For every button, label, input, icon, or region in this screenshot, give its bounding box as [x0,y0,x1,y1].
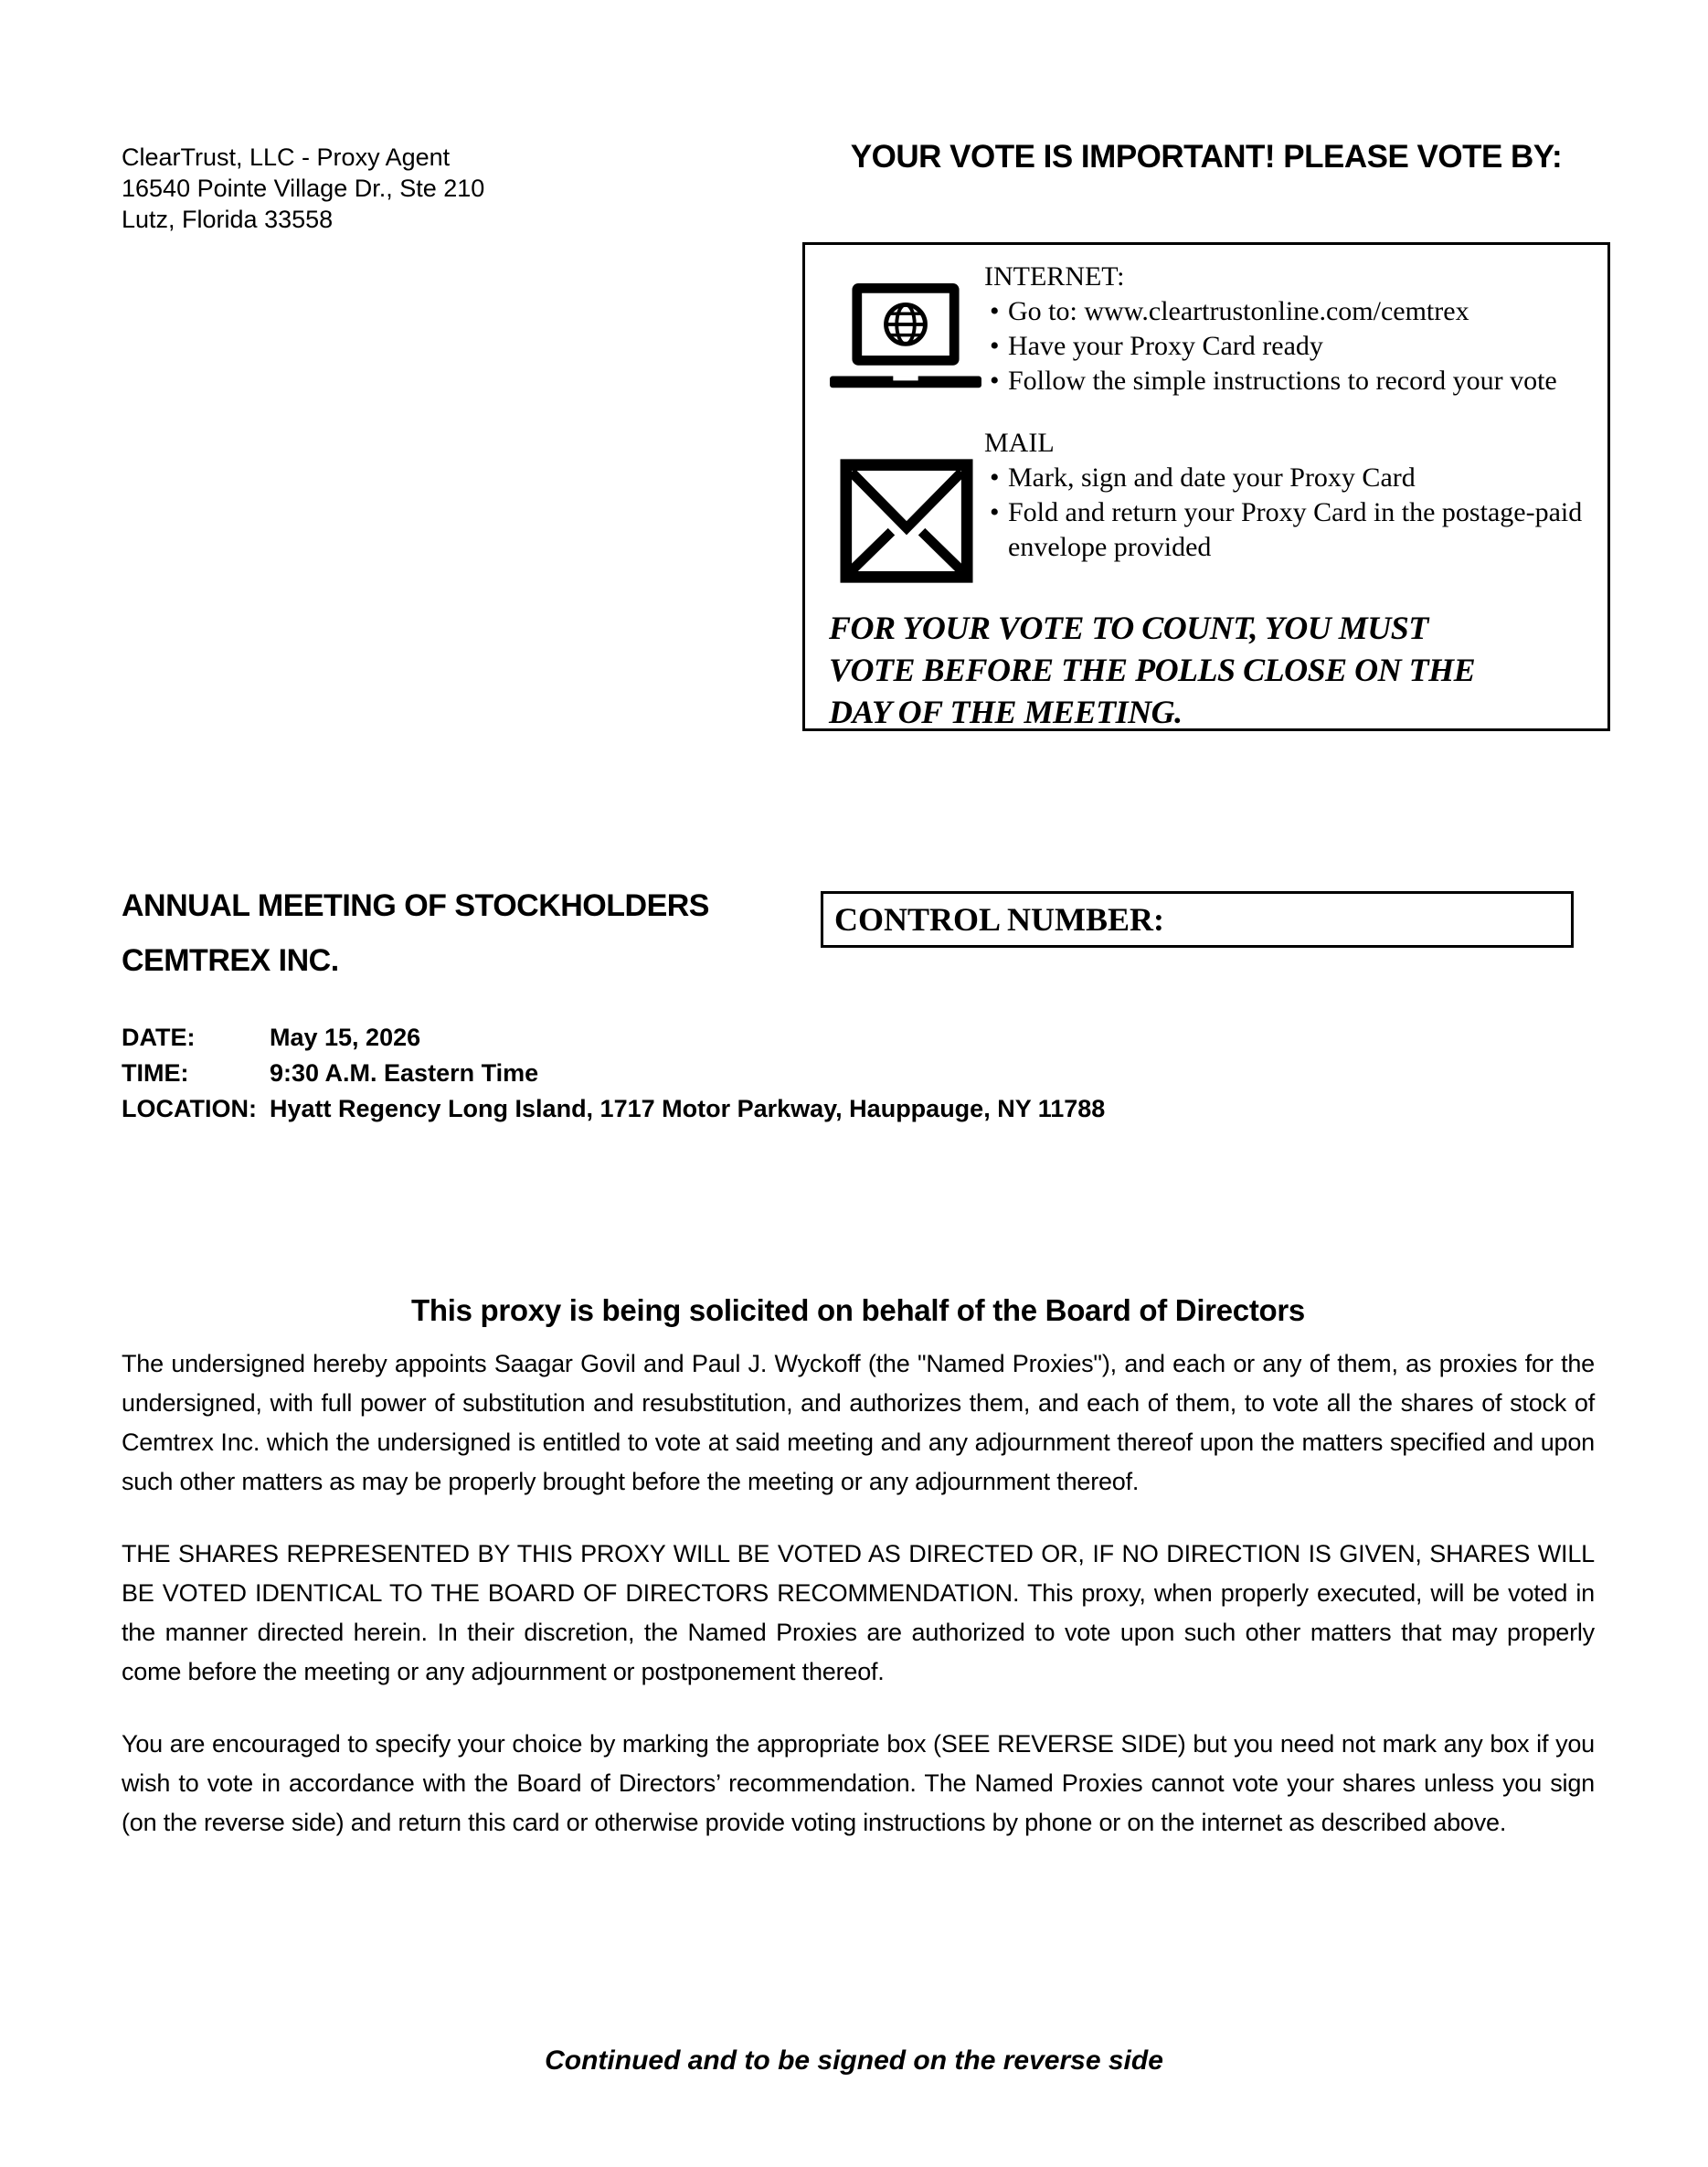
location-label: LOCATION: [122,1095,257,1122]
location-value: Hyatt Regency Long Island, 1717 Motor Parkway, Hauppauge, NY 11788 [270,1095,1106,1122]
internet-bullet: • Go to: www.cleartrustonline.com/cemtrex [984,294,1598,329]
mail-bullets [984,461,1598,565]
proxy-paragraph: You are encouraged to specify your choice by marking the appropriate box (SEE REVERSE SIDE) but you need not mark any box if you wish to vote in accordance with the Board of Directors’ recommendation. The Named Proxies cannot vote your shares unless you sign (on the reverse side) and return this card or otherwise provide voting instructions by phone or on the internet as described above. [122,1730,1595,1836]
vote-deadline-warning: FOR YOUR VOTE TO COUNT, YOU MUST VOTE BEFORE THE POLLS CLOSE ON THE DAY OF THE MEETING. [829,610,1476,730]
solicitation-heading: This proxy is being solicited on behalf of the Board of Directors [411,1293,1305,1327]
time-label: TIME: [122,1059,189,1087]
date-label: DATE: [122,1024,196,1051]
sender-address-block [122,142,484,235]
internet-title: INTERNET: [984,261,1125,292]
meeting-time-row [122,1056,1105,1091]
control-number-box [821,891,1574,948]
mail-title: MAIL [984,428,1055,458]
meeting-title: ANNUAL MEETING OF STOCKHOLDERS [122,888,709,923]
continued-footer-note: Continued and to be signed on the reverse side [545,2045,1163,2076]
meeting-date-row [122,1020,1105,1056]
time-value: 9:30 A.M. Eastern Time [270,1059,539,1087]
company-name: CEMTREX INC. [122,943,339,978]
vote-instructions-box [802,242,1610,731]
internet-bullets [984,294,1598,398]
sender-name: ClearTrust, LLC - Proxy Agent [122,143,451,171]
sender-city: Lutz, Florida 33558 [122,206,334,233]
vote-importance-heading: YOUR VOTE IS IMPORTANT! PLEASE VOTE BY: [850,139,1563,175]
meeting-location-row [122,1091,1105,1127]
internet-bullet: • Follow the simple instructions to record your vote [984,364,1598,398]
internet-method [984,260,1598,398]
internet-bullet: • Have your Proxy Card ready [984,329,1598,364]
proxy-paragraph: THE SHARES REPRESENTED BY THIS PROXY WILL BE VOTED AS DIRECTED OR, IF NO DIRECTION IS GIVEN, SHARES WILL BE VOTED IDENTICAL TO THE BOARD OF DIRECTORS RECOMMENDATION. This proxy, when properly executed, will be voted in the manner directed herein. In their discretion, the Named Proxies are authorized to vote upon such other matters that may properly come before the meeting or any adjournment or postponement thereof. [122,1540,1595,1685]
sender-street: 16540 Pointe Village Dr., Ste 210 [122,175,485,202]
control-number-label: CONTROL NUMBER: [834,901,1165,938]
mail-bullet: • Fold and return your Proxy Card in the postage-paid envelope provided [984,495,1598,565]
mail-method [984,426,1598,565]
envelope-icon [840,457,973,585]
proxy-statement [122,1293,1595,1843]
mail-bullet: • Mark, sign and date your Proxy Card [984,461,1598,495]
laptop-globe-icon [829,283,982,395]
date-value: May 15, 2026 [270,1024,421,1051]
proxy-paragraph: The undersigned hereby appoints Saagar Govil and Paul J. Wyckoff (the "Named Proxies"), and each or any of them, as proxies for the undersigned, with full power of substitution and resubstitution, and authorizes them, and each of them, to vote all the shares of stock of Cemtrex Inc. which the undersigned is entitled to vote at said meeting and any adjournment thereof upon the matters specified and upon such other matters as may be properly brought before the meeting or any adjournment thereof. [122,1350,1595,1495]
meeting-details [122,1020,1105,1127]
